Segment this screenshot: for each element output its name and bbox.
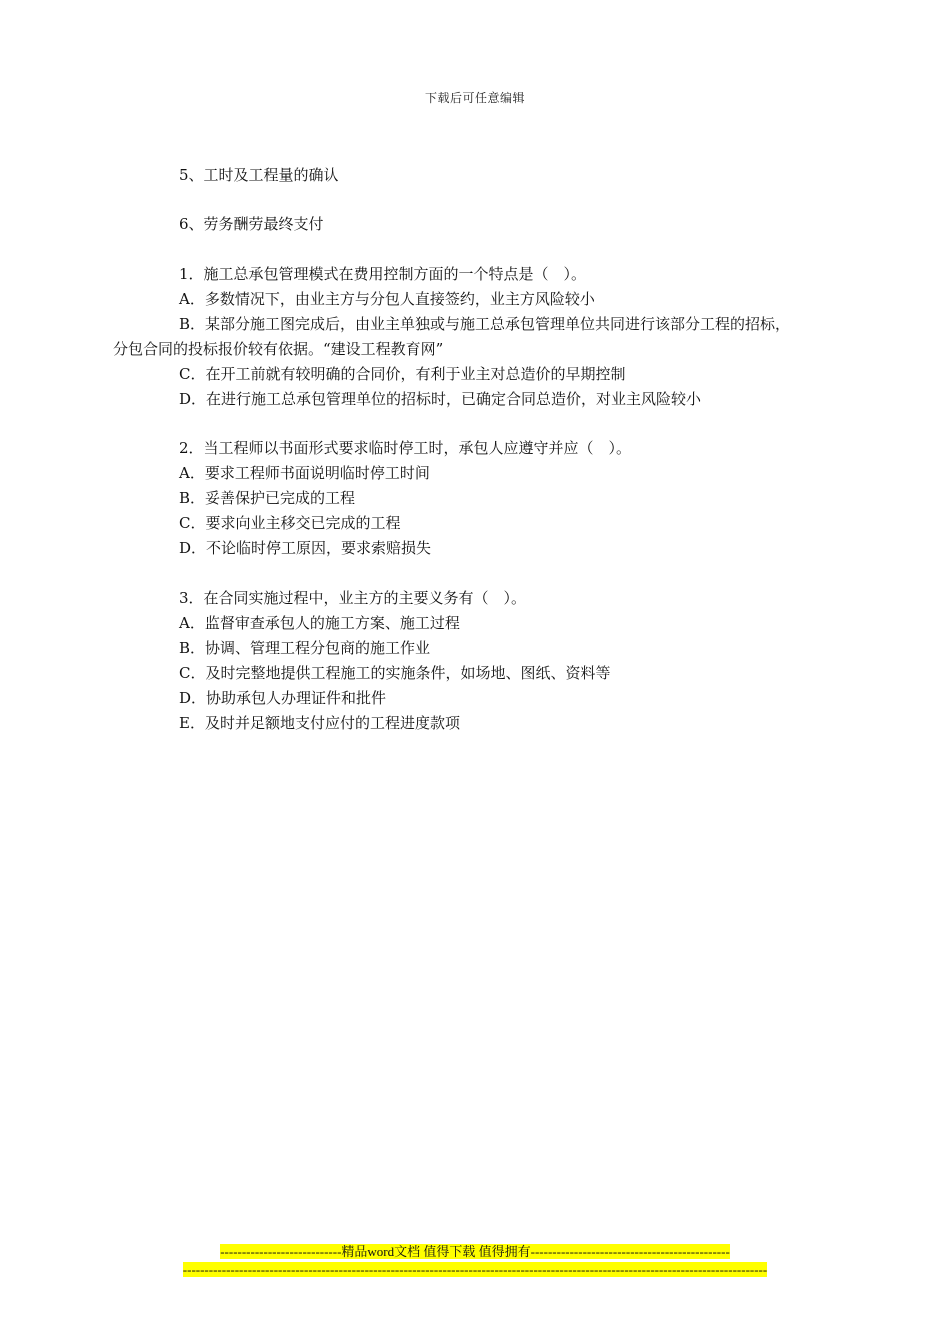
q1-option-b-continued: 分包合同的投标报价较有依据。“建设工程教育网”	[113, 340, 444, 358]
q2-option-b: B．妥善保护已完成的工程	[179, 489, 356, 507]
footer-divider	[0, 1262, 950, 1279]
footer-line-1: ----------------------------精品word文档 值得下载 值得拥有----------------------------------------------	[220, 1244, 730, 1259]
q2-stem: 2．当工程师以书面形式要求临时停工时，承包人应遵守并应（ ）。	[179, 439, 632, 457]
q3-option-a: A．监督审查承包人的施工方案、施工过程	[179, 614, 460, 632]
q1-option-d: D．在进行施工总承包管理单位的招标时，已确定合同总造价，对业主风险较小	[179, 390, 702, 408]
q2-option-d: D．不论临时停工原因，要求索赔损失	[179, 539, 432, 557]
footer-line-2: ---------------------------------------------------------------------------------------------------------------------------------------	[182, 1262, 768, 1277]
footer-banner	[0, 1244, 950, 1261]
q3-stem: 3．在合同实施过程中，业主方的主要义务有（ ）。	[179, 589, 527, 607]
item-6: 6、劳务酬劳最终支付	[179, 215, 324, 233]
page-header: 下载后可任意编辑	[424, 91, 525, 105]
q1-option-b: B．某部分施工图完成后，由业主单独或与施工总承包管理单位共同进行该部分工程的招标，	[179, 315, 791, 333]
q3-option-d: D．协助承包人办理证件和批件	[179, 689, 387, 707]
q1-option-c: C．在开工前就有较明确的合同价，有利于业主对总造价的早期控制	[179, 365, 626, 383]
q2-option-c: C．要求向业主移交已完成的工程	[179, 514, 401, 532]
q3-option-e: E．及时并足额地支付应付的工程进度款项	[179, 714, 460, 732]
q3-option-c: C．及时完整地提供工程施工的实施条件，如场地、图纸、资料等	[179, 664, 611, 682]
q1-stem: 1．施工总承包管理模式在费用控制方面的一个特点是（ ）。	[179, 265, 587, 283]
q1-option-a: A．多数情况下，由业主方与分包人直接签约，业主方风险较小	[179, 290, 595, 308]
q3-option-b: B．协调、管理工程分包商的施工作业	[179, 639, 431, 657]
item-5: 5、工时及工程量的确认	[179, 166, 339, 184]
q2-option-a: A．要求工程师书面说明临时停工时间	[179, 464, 430, 482]
